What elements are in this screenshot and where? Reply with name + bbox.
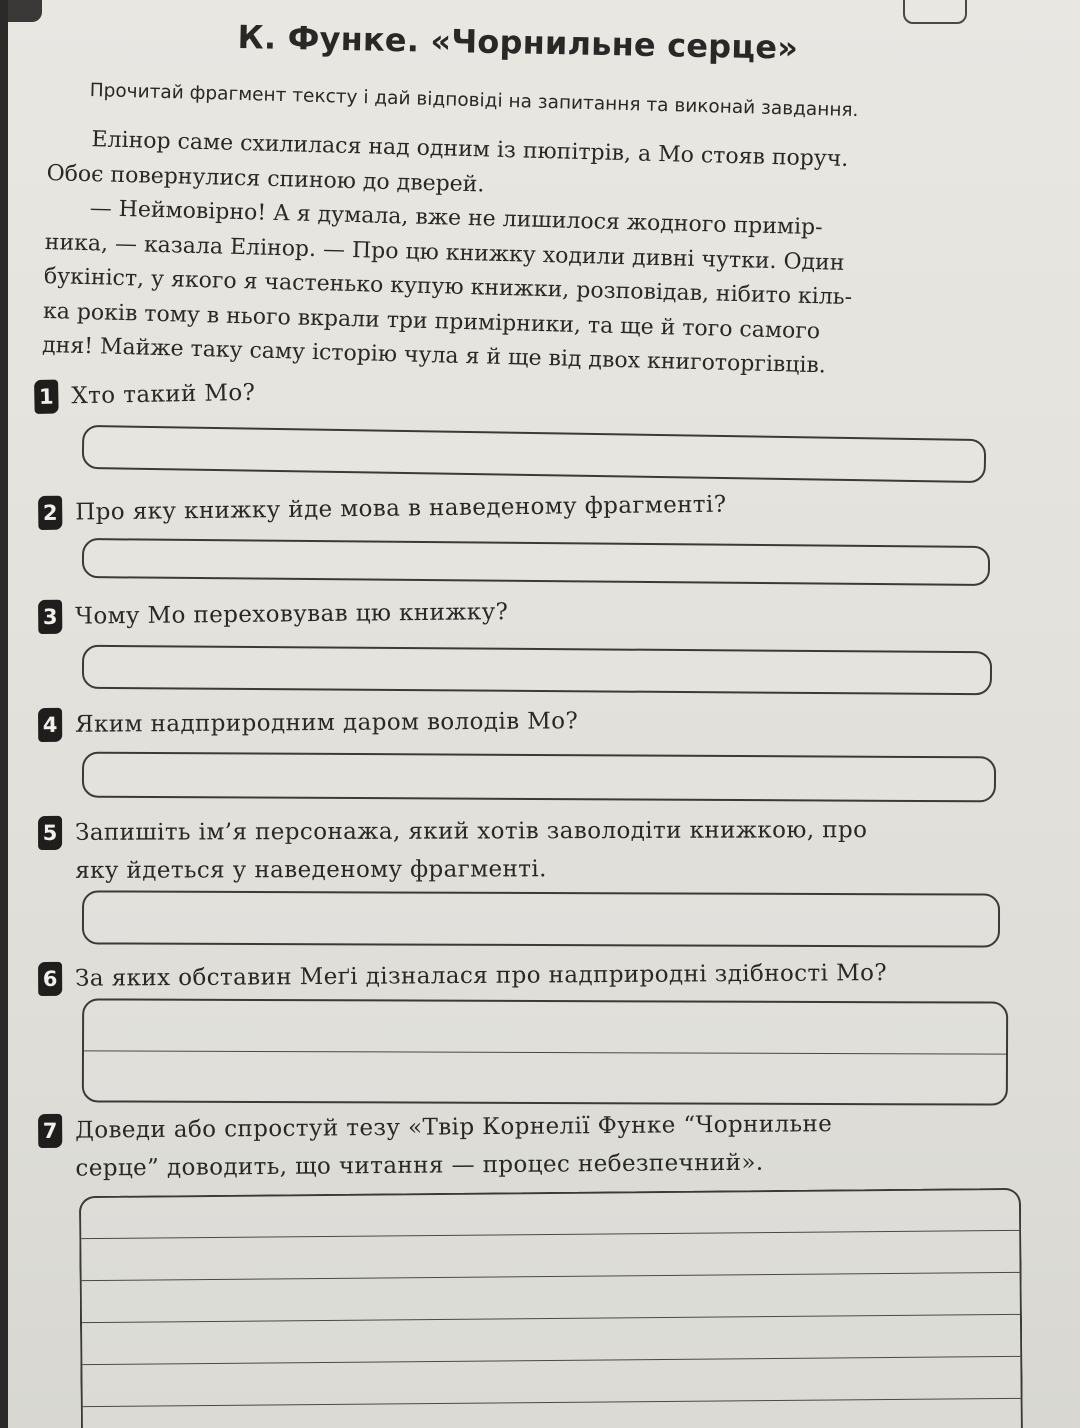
question-2: [38, 486, 727, 532]
question-text-line: Хто такий Мо?: [71, 379, 256, 410]
question-text: [75, 486, 727, 532]
question-text: [75, 811, 868, 890]
task-instruction: Прочитай фрагмент тексту і дай відповіді на запитання та виконай завдання.: [89, 80, 859, 122]
question-text-line: Яким надприродним даром володів Мо?: [75, 708, 579, 738]
passage-line: букініст, у якого я частенько купую книжки, розповідав, нібито кіль-: [43, 263, 853, 311]
answer-field-1[interactable]: [82, 425, 987, 483]
question-number-badge: 1: [34, 380, 59, 414]
passage-line: ка років тому в нього вкрали три примірники, та ще й того самого: [42, 298, 821, 344]
passage-line: Обоє повернулися спиною до дверей.: [46, 160, 485, 197]
answer-field-5[interactable]: [82, 890, 1000, 947]
question-text: [71, 374, 256, 416]
question-number-badge: 5: [38, 816, 62, 850]
question-number-badge: 3: [38, 600, 62, 634]
answer-rule-line: [82, 1356, 1020, 1365]
passage-line: — Неймовірно! А я думала, вже не лишилося жодного примір-: [89, 196, 823, 241]
answer-field-6[interactable]: [82, 998, 1008, 1105]
question-5: [38, 811, 868, 890]
answer-rule-line: [83, 1398, 1021, 1407]
answer-rule-line: [82, 1314, 1020, 1323]
passage-line: Елінор саме схилилася над одним із пюпітрів, а Мо стояв поруч.: [91, 127, 849, 172]
question-1: [34, 374, 256, 416]
passage-line: дня! Майже таку саму історію чула я й ще від двох книготоргівців.: [41, 332, 827, 379]
answer-rule-line: [81, 1230, 1019, 1239]
question-text-line: Доведи або спростуй тезу «Твір Корнелії Функе “Чорнильне: [75, 1111, 833, 1144]
question-text-line: За яких обставин Меґі дізналася про надприродні здібності Мо?: [75, 960, 888, 992]
question-number-badge: 2: [38, 496, 62, 530]
question-text: [75, 702, 578, 744]
question-number-badge: 6: [38, 962, 62, 996]
answer-field-2[interactable]: [82, 538, 990, 586]
question-4: [38, 702, 578, 744]
header-tab-decoration: [8, 0, 42, 22]
answer-rule-line: [82, 1272, 1020, 1281]
passage-line: ника, — казала Елінор. — Про цю книжку ходили дивні чутки. Один: [44, 229, 845, 276]
question-text: [75, 954, 887, 998]
question-text-line: серце” доводить, що читання — процес небезпечний».: [75, 1149, 764, 1182]
question-text: [75, 1105, 833, 1188]
question-text-line: яку йдеться у наведеному фрагменті.: [75, 856, 547, 884]
answer-field-4[interactable]: [82, 752, 996, 803]
question-text-line: Чому Мо переховував цю книжку?: [75, 599, 509, 630]
question-3: [38, 593, 508, 636]
answer-rule-line: [84, 1050, 1006, 1054]
text-passage: [42, 122, 998, 388]
question-number-badge: 7: [38, 1114, 62, 1148]
worksheet-page: [8, 0, 1080, 1428]
answer-field-7[interactable]: [79, 1188, 1023, 1428]
question-7: [38, 1105, 833, 1188]
answer-field-3[interactable]: [82, 645, 992, 695]
page-title: К. Функе. «Чорнильне серце»: [237, 18, 799, 67]
question-text-line: Запишіть ім’я персонажа, який хотів заволодіти книжкою, про: [75, 817, 868, 846]
question-text: [75, 593, 508, 636]
question-6: [38, 954, 887, 998]
question-text-line: Про яку книжку йде мова в наведеному фрагменті?: [75, 491, 727, 526]
question-number-badge: 4: [38, 708, 62, 742]
header-frame-decoration: [903, 0, 967, 24]
